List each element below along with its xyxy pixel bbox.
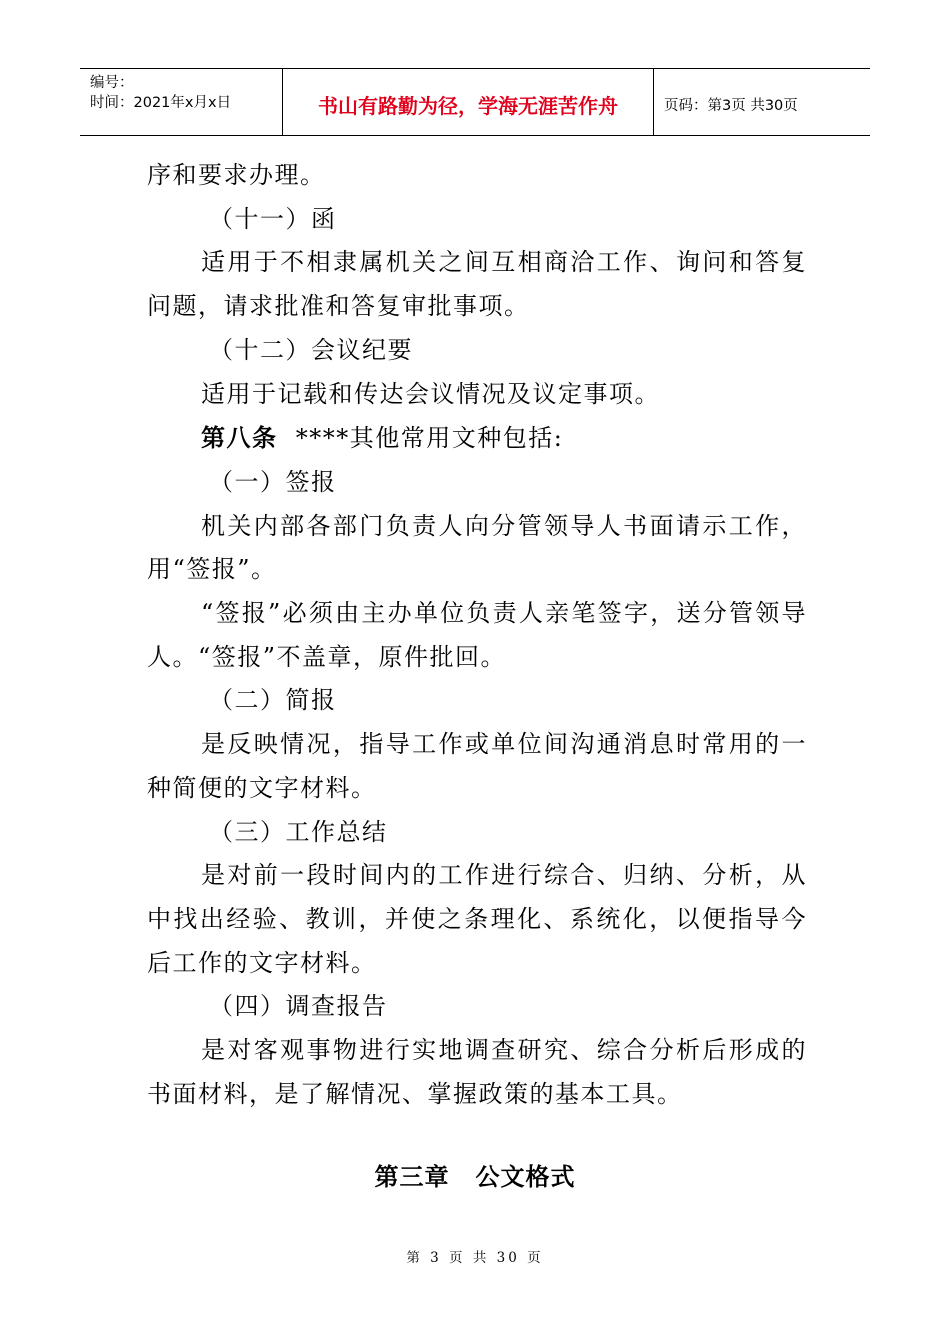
header-page-info: 页码：第3页 共30页 (664, 97, 798, 114)
article-text: ****其他常用文种包括: (277, 424, 564, 453)
paragraph: 机关内部各部门负责人向分管领导人书面请示工作，用“签报”。 (147, 511, 807, 584)
page-header (80, 68, 870, 136)
paragraph: “签报”必须由主办单位负责人亲笔签字，送分管领导人。“签报”不盖章，原件批回。 (147, 599, 807, 671)
chapter-number: 第三章 (374, 1162, 450, 1191)
article-paragraph (147, 416, 807, 461)
chapter-heading (0, 1157, 950, 1192)
paragraph: 适用于记载和传达会议情况及议定事项。 (201, 379, 660, 408)
section-heading: （三）工作总结 (209, 817, 388, 846)
paragraph: 是对客观事物进行实地调查研究、综合分析后形成的书面材料，是了解情况、掌握政策的基本工具。 (147, 1036, 807, 1108)
section-heading: （四）调查报告 (209, 992, 388, 1021)
section-heading: （二）简报 (209, 686, 337, 715)
article-number: 第八条 (201, 423, 278, 453)
page-footer: 第 3 页 共 30 页 (406, 1250, 544, 1266)
document-date: 时间：2021年x月x日 (90, 95, 232, 111)
section-heading: （一）签报 (209, 467, 337, 496)
paragraph: 适用于不相隶属机关之间互相商洽工作、询问和答复问题，请求批准和答复审批事项。 (147, 248, 807, 321)
chapter-title: 公文格式 (475, 1162, 576, 1191)
paragraph: 序和要求办理。 (147, 161, 326, 189)
document-number-label: 编号： (90, 75, 134, 91)
paragraph: 是反映情况，指导工作或单位间沟通消息时常用的一种简便的文字材料。 (147, 730, 807, 802)
document-body (147, 154, 807, 1116)
header-motto: 书山有路勤为径，学海无涯苦作舟 (282, 69, 654, 135)
paragraph: 是对前一段时间内的工作进行综合、归纳、分析，从中找出经验、教训，并使之条理化、系统化，以便指导今后工作的文字材料。 (147, 861, 807, 977)
header-meta (80, 69, 282, 135)
section-heading: （十一）函 (209, 204, 337, 233)
section-heading: （十二）会议纪要 (209, 335, 413, 364)
